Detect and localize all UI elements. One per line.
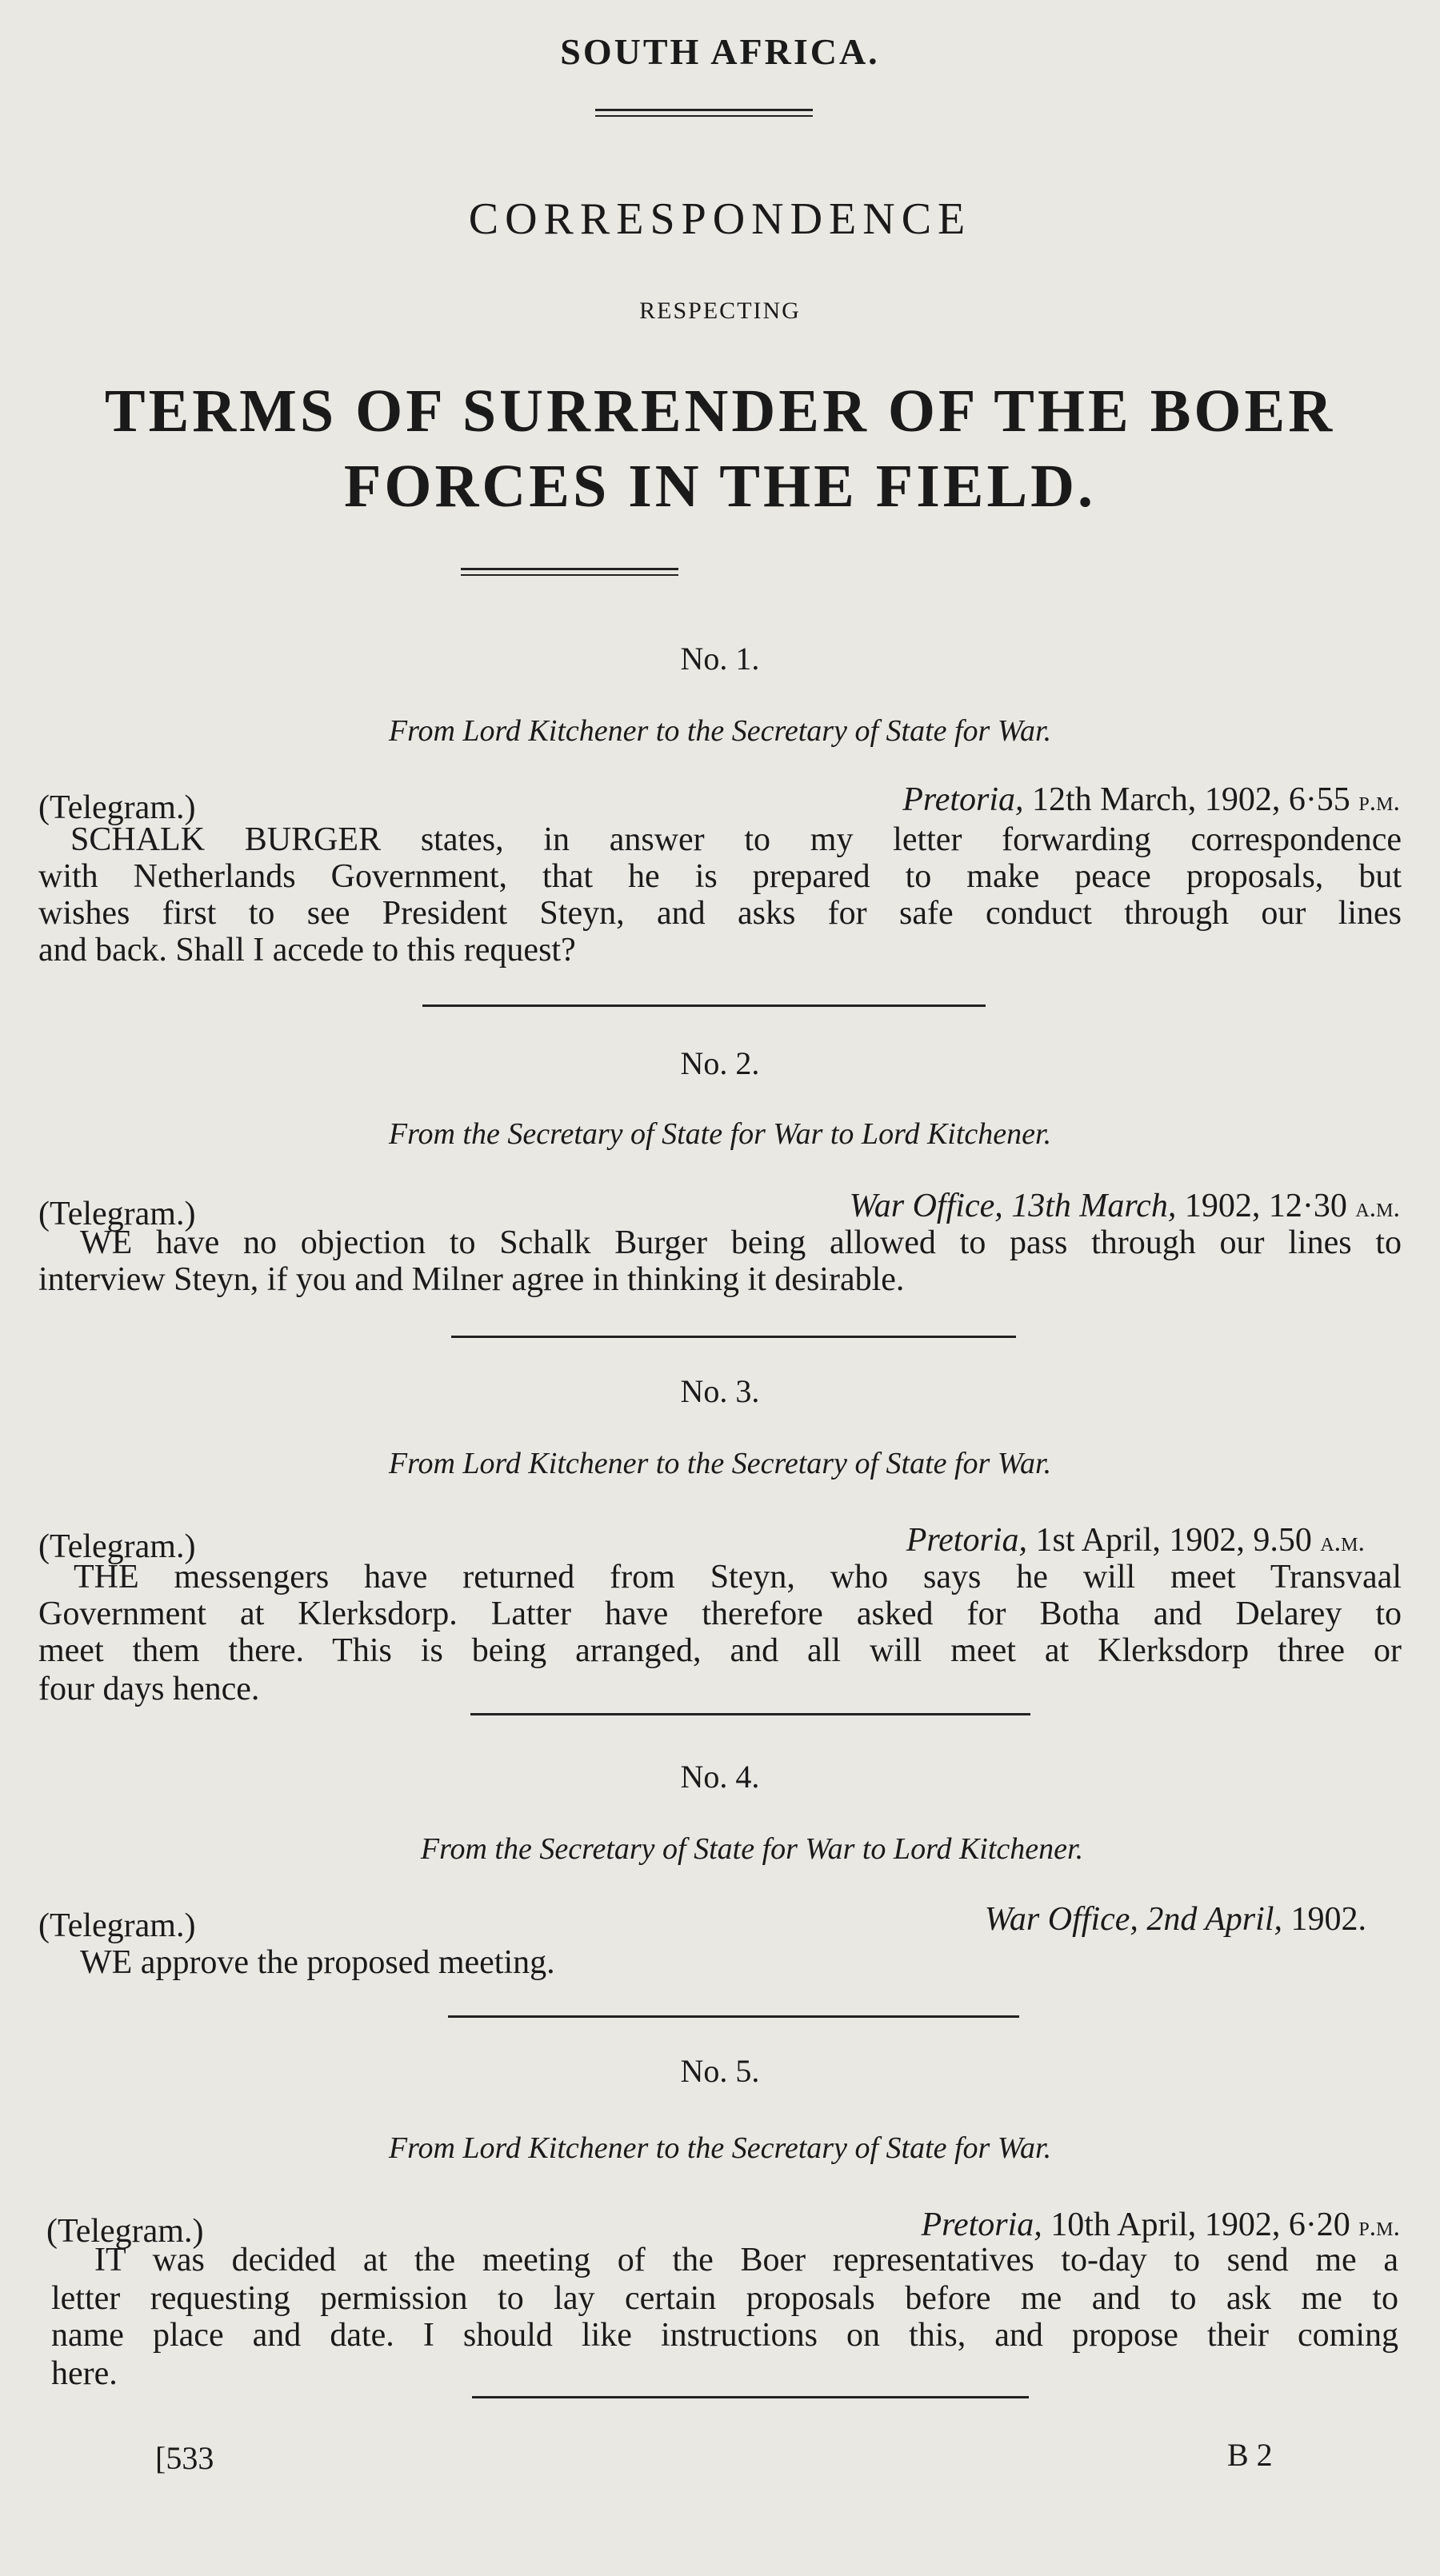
place-date-line xyxy=(850,1187,1400,1228)
year-time: 1902, 12·30 xyxy=(1184,1188,1347,1224)
place-date-line xyxy=(906,1521,1365,1562)
page-header: SOUTH AFRICA. xyxy=(560,31,880,72)
document-number: No. 1. xyxy=(680,641,760,677)
telegram-label: (Telegram.) xyxy=(38,1196,196,1232)
body-line: interview Steyn, if you and Milner agree in thinking it desirable. xyxy=(38,1261,905,1298)
section-rule xyxy=(448,2015,1019,2018)
day: 12th March, xyxy=(1032,781,1197,818)
day: 2nd April, xyxy=(1146,1901,1282,1938)
body-line: four days hence. xyxy=(38,1671,260,1707)
telegram-label: (Telegram.) xyxy=(46,2213,204,2250)
place-date-line xyxy=(985,1900,1366,1939)
am-pm: p.m. xyxy=(1358,2212,1400,2242)
day: 1st April, xyxy=(1035,1522,1161,1559)
body-line: SCHALK BURGER states, in answer to my letter forwarding correspondence xyxy=(70,821,1402,858)
body-line: WE have no objection to Schalk Burger being allowed to pass through our lines to xyxy=(80,1224,1402,1261)
year-time: 1902, 6·20 xyxy=(1204,2207,1350,2243)
place: Pretoria, xyxy=(921,2207,1042,2243)
main-title-line-1: TERMS OF SURRENDER OF THE BOER xyxy=(104,377,1336,445)
body-line: meet them there. This is being arranged, and all will meet at Klerksdorp three or xyxy=(38,1632,1402,1669)
document-sender-line: From the Secretary of State for War to Lord Kitchener. xyxy=(420,1832,1084,1866)
place: War Office, xyxy=(849,1188,1003,1224)
correspondence-heading: CORRESPONDENCE xyxy=(468,194,972,244)
am-pm: a.m. xyxy=(1355,1193,1400,1223)
title-double-rule xyxy=(461,568,678,576)
place: Pretoria, xyxy=(906,1522,1027,1559)
telegram-label: (Telegram.) xyxy=(38,1907,196,1944)
header-double-rule xyxy=(595,109,813,117)
telegram-label: (Telegram.) xyxy=(38,1528,196,1565)
year-time: 1902, 6·55 xyxy=(1204,781,1350,818)
document-sender-line: From Lord Kitchener to the Secretary of State for War. xyxy=(388,2131,1052,2165)
body-line: WE approve the proposed meeting. xyxy=(80,1944,555,1981)
main-title-line-2: FORCES IN THE FIELD. xyxy=(343,453,1097,520)
place-date-line xyxy=(902,781,1400,821)
footer-signature-mark: B 2 xyxy=(1227,2437,1273,2473)
document-sender-line: From the Secretary of State for War to Lord Kitchener. xyxy=(388,1117,1052,1151)
document-number: No. 4. xyxy=(680,1759,760,1795)
body-line: IT was decided at the meeting of the Boer representatives to-day to send me a xyxy=(94,2242,1398,2278)
body-line: here. xyxy=(51,2355,118,2392)
document-number: No. 3. xyxy=(680,1373,760,1409)
year-time: 1902, 9.50 xyxy=(1169,1522,1312,1559)
document-sender-line: From Lord Kitchener to the Secretary of State for War. xyxy=(388,714,1052,748)
document-number: No. 2. xyxy=(680,1045,760,1081)
document-number: No. 5. xyxy=(680,2053,760,2089)
place: War Office, xyxy=(984,1901,1138,1938)
section-rule xyxy=(422,1004,986,1007)
section-rule xyxy=(451,1336,1016,1338)
am-pm: a.m. xyxy=(1320,1528,1365,1557)
am-pm: p.m. xyxy=(1358,787,1400,817)
body-line: THE messengers have returned from Steyn, who says he will meet Transvaal xyxy=(74,1559,1402,1596)
section-rule xyxy=(470,1713,1030,1715)
day: 13th March, xyxy=(1011,1188,1177,1224)
body-line: wishes first to see President Steyn, and asks for safe conduct through our lines xyxy=(38,895,1402,932)
body-line: letter requesting permission to lay certain proposals before me and to ask me to xyxy=(51,2280,1398,2317)
body-line: name place and date. I should like instructions on this, and propose their coming xyxy=(51,2317,1398,2354)
year-time: 1902. xyxy=(1290,1901,1366,1938)
respecting-label: RESPECTING xyxy=(639,298,801,324)
document-sender-line: From Lord Kitchener to the Secretary of State for War. xyxy=(388,1447,1052,1480)
body-line: and back. Shall I accede to this request? xyxy=(38,932,576,968)
body-line: Government at Klerksdorp. Latter have therefore asked for Botha and Delarey to xyxy=(38,1596,1402,1632)
section-rule xyxy=(472,2396,1029,2398)
footer-left-ref: [533 xyxy=(155,2440,214,2476)
body-line: with Netherlands Government, that he is prepared to make peace proposals, but xyxy=(38,858,1402,895)
place: Pretoria, xyxy=(902,781,1024,818)
day: 10th April, xyxy=(1050,2207,1197,2243)
telegram-label: (Telegram.) xyxy=(38,789,196,826)
